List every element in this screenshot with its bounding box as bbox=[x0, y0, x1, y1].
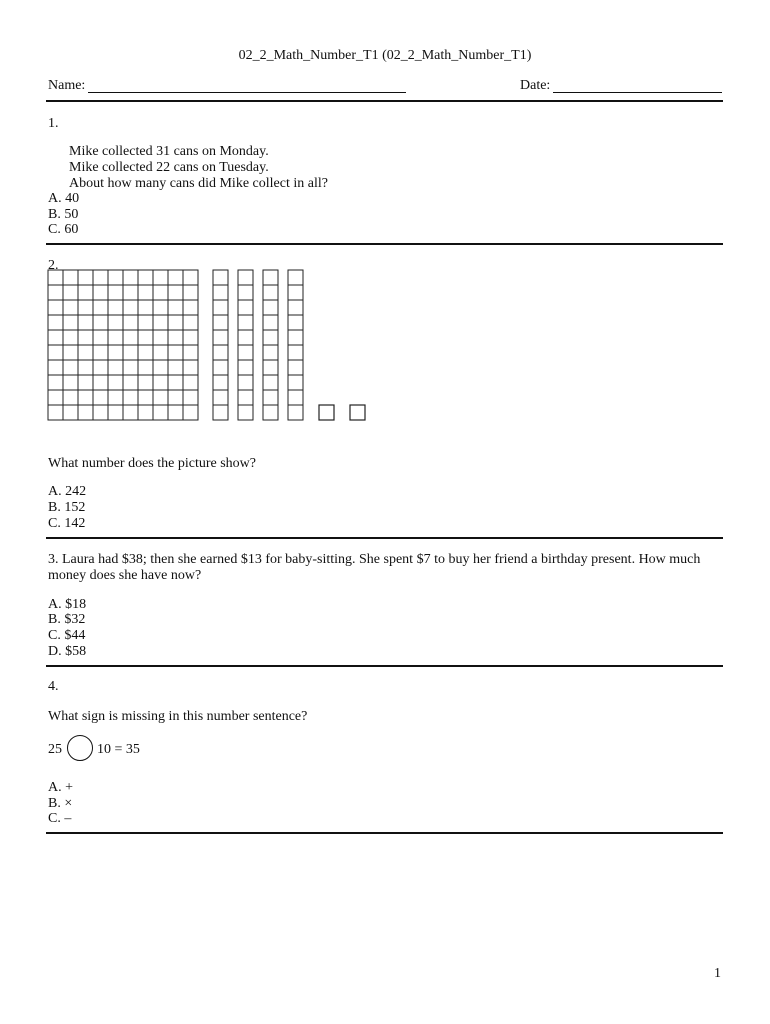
ten-rod-unit bbox=[288, 360, 303, 375]
hundred-flat-unit bbox=[183, 345, 198, 360]
hundred-flat-unit bbox=[153, 315, 168, 330]
one-cube bbox=[350, 405, 365, 420]
answer-option-a: A. 40 bbox=[48, 191, 80, 206]
ten-rod-unit bbox=[238, 375, 253, 390]
hundred-flat-unit bbox=[93, 375, 108, 390]
ten-rod-unit bbox=[263, 330, 278, 345]
ten-rod-unit bbox=[213, 300, 228, 315]
hundred-flat-unit bbox=[168, 390, 183, 405]
hundred-flat-unit bbox=[93, 405, 108, 420]
hundred-flat-unit bbox=[78, 270, 93, 285]
ten-rod-unit bbox=[213, 285, 228, 300]
hundred-flat-unit bbox=[63, 315, 78, 330]
one-cube bbox=[319, 405, 334, 420]
ten-rod-unit bbox=[213, 360, 228, 375]
hundred-flat-unit bbox=[138, 270, 153, 285]
ten-rod-unit bbox=[263, 360, 278, 375]
hundred-flat-unit bbox=[108, 360, 123, 375]
hundred-flat-unit bbox=[183, 390, 198, 405]
ten-rod-unit bbox=[263, 345, 278, 360]
hundred-flat-unit bbox=[63, 270, 78, 285]
hundred-flat-unit bbox=[183, 375, 198, 390]
hundred-flat-unit bbox=[93, 345, 108, 360]
hundred-flat-unit bbox=[108, 315, 123, 330]
hundred-flat-unit bbox=[138, 330, 153, 345]
question-prompt: What sign is missing in this number sentence? bbox=[48, 709, 308, 724]
question-text-line: Mike collected 31 cans on Monday. bbox=[69, 144, 269, 159]
hundred-flat-unit bbox=[168, 270, 183, 285]
hundred-flat-unit bbox=[138, 315, 153, 330]
ten-rod-unit bbox=[288, 390, 303, 405]
ten-rod-unit bbox=[263, 375, 278, 390]
equation-left-operand: 25 bbox=[48, 742, 62, 757]
hundred-flat-unit bbox=[183, 360, 198, 375]
hundred-flat-unit bbox=[168, 375, 183, 390]
hundred-flat-unit bbox=[123, 285, 138, 300]
hundred-flat-unit bbox=[123, 330, 138, 345]
answer-option-c: C. $44 bbox=[48, 628, 86, 643]
hundred-flat-unit bbox=[123, 405, 138, 420]
hundred-flat-unit bbox=[168, 405, 183, 420]
name-label: Name: bbox=[48, 78, 86, 93]
hundred-flat-unit bbox=[78, 300, 93, 315]
hundred-flat-unit bbox=[78, 360, 93, 375]
ten-rod-unit bbox=[213, 345, 228, 360]
hundred-flat-unit bbox=[138, 345, 153, 360]
hundred-flat-unit bbox=[63, 330, 78, 345]
document-title: 02_2_Math_Number_T1 (02_2_Math_Number_T1) bbox=[238, 48, 532, 63]
ten-rod-unit bbox=[263, 285, 278, 300]
hundred-flat-unit bbox=[78, 315, 93, 330]
hundred-flat-unit bbox=[78, 390, 93, 405]
hundred-flat-unit bbox=[168, 285, 183, 300]
hundred-flat-unit bbox=[108, 405, 123, 420]
hundred-flat-unit bbox=[63, 390, 78, 405]
question-text-line: About how many cans did Mike collect in all? bbox=[69, 176, 328, 191]
hundred-flat-unit bbox=[123, 270, 138, 285]
hundred-flat-unit bbox=[63, 300, 78, 315]
ten-rod-unit bbox=[288, 345, 303, 360]
hundred-flat-unit bbox=[108, 345, 123, 360]
ten-rod-unit bbox=[238, 360, 253, 375]
hundred-flat-unit bbox=[153, 390, 168, 405]
hundred-flat-unit bbox=[138, 390, 153, 405]
answer-option-a: A. + bbox=[48, 780, 74, 795]
answer-option-b: B. 50 bbox=[48, 207, 79, 222]
equation-right-side: 10 = 35 bbox=[97, 742, 140, 757]
hundred-flat-unit bbox=[183, 330, 198, 345]
hundred-flat-unit bbox=[138, 285, 153, 300]
question-text-line: money does she have now? bbox=[48, 568, 202, 583]
hundred-flat-unit bbox=[138, 300, 153, 315]
ten-rod-unit bbox=[288, 270, 303, 285]
ten-rod-unit bbox=[263, 270, 278, 285]
hundred-flat-unit bbox=[78, 285, 93, 300]
hundred-flat-unit bbox=[78, 330, 93, 345]
question-divider bbox=[46, 665, 723, 667]
hundred-flat-unit bbox=[48, 300, 63, 315]
question-number: 4. bbox=[48, 679, 59, 694]
answer-option-b: B. × bbox=[48, 796, 73, 811]
ten-rod-unit bbox=[263, 300, 278, 315]
answer-option-d: D. $58 bbox=[48, 644, 87, 659]
ten-rod-unit bbox=[213, 315, 228, 330]
ten-rod-unit bbox=[288, 315, 303, 330]
ten-rod-unit bbox=[263, 390, 278, 405]
hundred-flat-unit bbox=[168, 330, 183, 345]
question-divider bbox=[46, 832, 723, 834]
hundred-flat-unit bbox=[153, 375, 168, 390]
hundred-flat-unit bbox=[183, 300, 198, 315]
answer-option-c: C. – bbox=[48, 811, 72, 826]
hundred-flat-unit bbox=[123, 345, 138, 360]
hundred-flat-unit bbox=[168, 300, 183, 315]
hundreds-flat-block bbox=[48, 270, 198, 420]
hundred-flat-unit bbox=[93, 390, 108, 405]
hundred-flat-unit bbox=[63, 405, 78, 420]
ten-rod-unit bbox=[213, 375, 228, 390]
hundred-flat-unit bbox=[168, 315, 183, 330]
ten-rod-unit bbox=[288, 300, 303, 315]
hundred-flat-unit bbox=[78, 375, 93, 390]
hundred-flat-unit bbox=[138, 375, 153, 390]
hundred-flat-unit bbox=[168, 360, 183, 375]
answer-option-c: C. 60 bbox=[48, 222, 79, 237]
ten-rod-unit bbox=[238, 315, 253, 330]
answer-option-b: B. 152 bbox=[48, 500, 86, 515]
hundred-flat-unit bbox=[183, 405, 198, 420]
hundred-flat-unit bbox=[63, 375, 78, 390]
hundred-flat-unit bbox=[183, 285, 198, 300]
hundred-flat-unit bbox=[63, 285, 78, 300]
ones-cubes-group bbox=[319, 405, 365, 420]
hundred-flat-unit bbox=[123, 315, 138, 330]
hundred-flat-unit bbox=[153, 345, 168, 360]
question-number: 2. bbox=[48, 258, 59, 273]
question-text-line: Mike collected 22 cans on Tuesday. bbox=[69, 160, 269, 175]
hundred-flat-unit bbox=[78, 405, 93, 420]
ten-rod-unit bbox=[238, 285, 253, 300]
ten-rod-unit bbox=[288, 285, 303, 300]
hundred-flat-unit bbox=[48, 360, 63, 375]
hundred-flat-unit bbox=[93, 300, 108, 315]
hundred-flat-unit bbox=[153, 330, 168, 345]
hundred-flat-unit bbox=[153, 405, 168, 420]
hundred-flat-unit bbox=[48, 315, 63, 330]
answer-option-c: C. 142 bbox=[48, 516, 86, 531]
ten-rod-unit bbox=[263, 405, 278, 420]
hundred-flat-unit bbox=[48, 375, 63, 390]
hundred-flat-unit bbox=[138, 360, 153, 375]
ten-rod-unit bbox=[238, 390, 253, 405]
ten-rod-unit bbox=[238, 300, 253, 315]
hundred-flat-unit bbox=[108, 375, 123, 390]
hundred-flat-unit bbox=[183, 315, 198, 330]
missing-sign-circle bbox=[65, 733, 95, 763]
ten-rod-unit bbox=[263, 315, 278, 330]
hundred-flat-unit bbox=[108, 390, 123, 405]
hundred-flat-unit bbox=[108, 270, 123, 285]
ten-rod-unit bbox=[213, 405, 228, 420]
hundred-flat-unit bbox=[108, 300, 123, 315]
question-text-line: 3. Laura had $38; then she earned $13 for baby-sitting. She spent $7 to buy her friend a birthday present. How much bbox=[48, 552, 701, 567]
hundred-flat-unit bbox=[48, 345, 63, 360]
hundred-flat-unit bbox=[108, 285, 123, 300]
ten-rod-unit bbox=[238, 345, 253, 360]
question-divider bbox=[46, 537, 723, 539]
hundred-flat-unit bbox=[93, 330, 108, 345]
hundred-flat-unit bbox=[93, 270, 108, 285]
hundred-flat-unit bbox=[153, 300, 168, 315]
hundred-flat-unit bbox=[48, 390, 63, 405]
hundred-flat-unit bbox=[183, 270, 198, 285]
page-number: 1 bbox=[714, 966, 721, 981]
hundred-flat-unit bbox=[153, 285, 168, 300]
hundred-flat-unit bbox=[153, 360, 168, 375]
ten-rod-unit bbox=[213, 270, 228, 285]
hundred-flat-unit bbox=[63, 345, 78, 360]
hundred-flat-unit bbox=[48, 285, 63, 300]
hundred-flat-unit bbox=[93, 360, 108, 375]
hundred-flat-unit bbox=[123, 390, 138, 405]
ten-rod-unit bbox=[288, 330, 303, 345]
ten-rod-unit bbox=[238, 270, 253, 285]
hundred-flat-unit bbox=[168, 345, 183, 360]
answer-option-a: A. $18 bbox=[48, 597, 87, 612]
hundred-flat-unit bbox=[138, 405, 153, 420]
ten-rod-unit bbox=[213, 390, 228, 405]
answer-option-a: A. 242 bbox=[48, 484, 87, 499]
hundred-flat-unit bbox=[48, 270, 63, 285]
hundred-flat-unit bbox=[123, 360, 138, 375]
ten-rod-unit bbox=[288, 375, 303, 390]
hundred-flat-unit bbox=[123, 375, 138, 390]
ten-rod-unit bbox=[213, 330, 228, 345]
question-number: 1. bbox=[48, 116, 59, 131]
hundred-flat-unit bbox=[108, 330, 123, 345]
ten-rod-unit bbox=[238, 405, 253, 420]
answer-option-b: B. $32 bbox=[48, 612, 86, 627]
base-ten-blocks-picture bbox=[0, 0, 770, 440]
ten-rod-unit bbox=[288, 405, 303, 420]
hundred-flat-unit bbox=[93, 315, 108, 330]
question-prompt: What number does the picture show? bbox=[48, 456, 256, 471]
ten-rod-unit bbox=[238, 330, 253, 345]
hundred-flat-unit bbox=[93, 285, 108, 300]
hundred-flat-unit bbox=[78, 345, 93, 360]
tens-rods-group bbox=[213, 270, 303, 420]
hundred-flat-unit bbox=[48, 405, 63, 420]
hundred-flat-unit bbox=[123, 300, 138, 315]
date-label: Date: bbox=[520, 78, 551, 93]
hundred-flat-unit bbox=[48, 330, 63, 345]
hundred-flat-unit bbox=[63, 360, 78, 375]
hundred-flat-unit bbox=[153, 270, 168, 285]
